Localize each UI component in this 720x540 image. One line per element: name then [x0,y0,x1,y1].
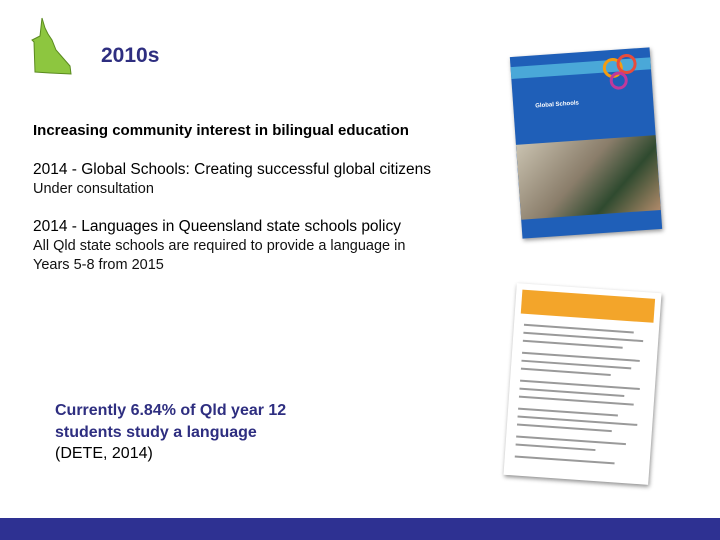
footer-bar [0,518,720,540]
slide-title: 2010s [101,44,160,67]
callout-line-2: students study a language [55,423,257,441]
item-2-detail-line-1: All Qld state schools are required to provide a language in [33,238,406,254]
callout-source: (DETE, 2014) [55,445,153,462]
callout-line-1: Currently 6.84% of Qld year 12 [55,402,287,419]
queensland-map-icon [30,16,74,76]
callout [55,400,286,465]
heading: Increasing community interest in bilingual education [33,122,409,139]
item-2-title: 2014 - Languages in Queensland state schools policy [33,218,401,235]
item-2-detail-line-2: Years 5-8 from 2015 [33,257,164,273]
item-1-title: 2014 - Global Schools: Creating successful global citizens [33,161,432,178]
languages-policy-document-image [503,283,661,485]
global-schools-cover-image [510,47,662,238]
cover-title: Global Schools [535,100,580,110]
item-1-detail: Under consultation [33,181,154,197]
